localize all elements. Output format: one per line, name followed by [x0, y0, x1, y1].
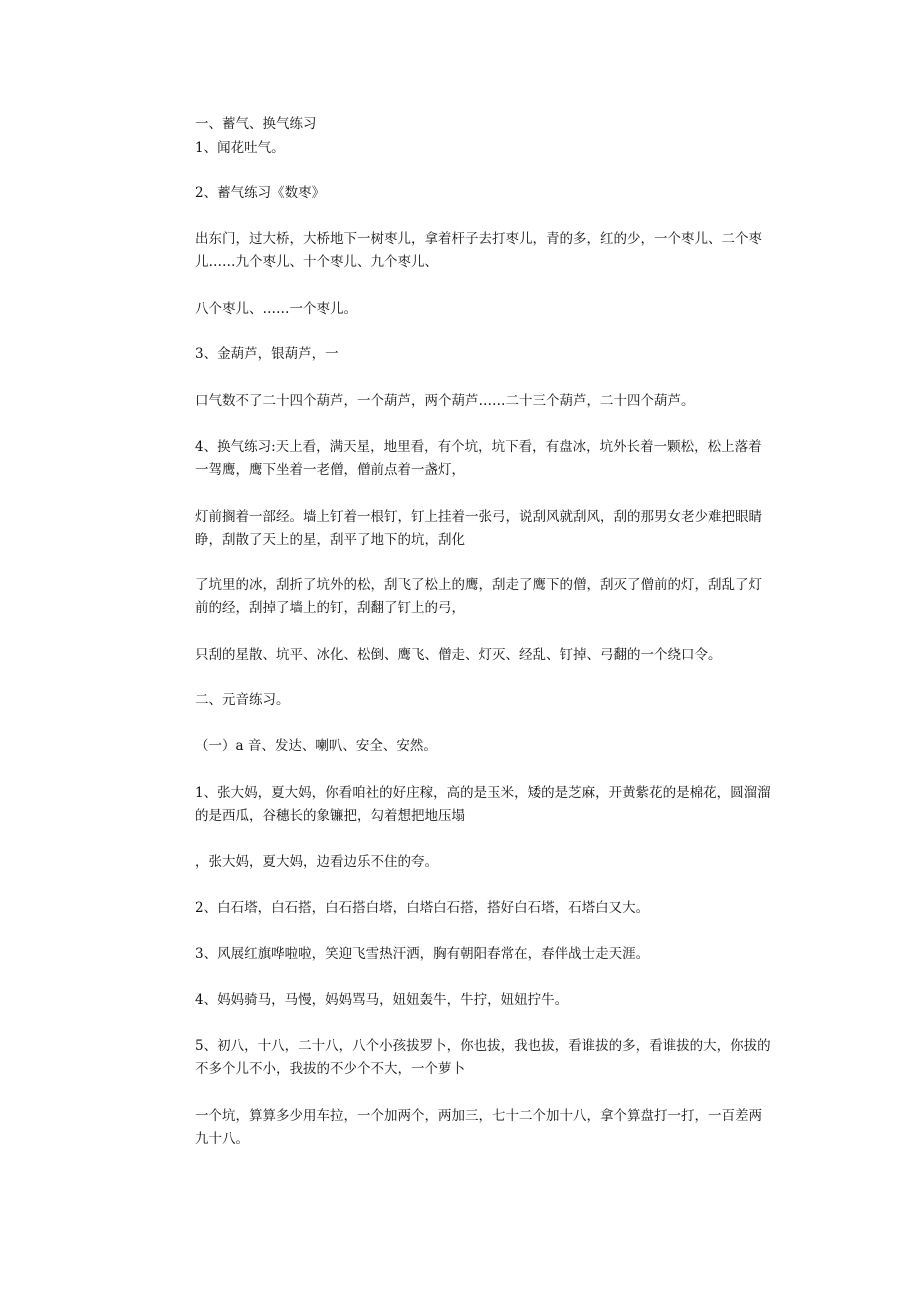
paragraph-text: 4、妈妈骑马，马慢，妈妈骂马，妞妞轰牛，牛拧，妞妞拧牛。 [195, 992, 569, 1008]
paragraph-item-1 [195, 137, 785, 160]
paragraph-wind-verse-1 [195, 506, 785, 552]
paragraph-line: 一个坑，算算多少用车拉，一个加两个，两加三，七十二个加十八，拿个算盘打一打，一百差两 [195, 1108, 762, 1124]
paragraph-line: 灯前搁着一部经。墙上钉着一根钉，钉上挂着一张弓，说刮风就刮风，刮的那男女老少难把眼睛 [195, 509, 762, 525]
heading-text: （一）a 音、发达、喇叭、安全、安然。 [195, 738, 437, 754]
paragraph-dates-verse-end [195, 298, 785, 321]
paragraph-item-2 [195, 182, 785, 205]
paragraph-line: 1、张大妈，夏大妈，你看咱社的好庄稼，高的是玉米，矮的是芝麻，开黄紫花的是棉花，圆溜溜 [195, 785, 771, 801]
paragraph-line: 九十八。 [195, 1131, 249, 1147]
paragraph-vowel-item-3 [195, 943, 785, 966]
paragraph-wind-verse-end [195, 644, 785, 667]
paragraph-vowel-item-4 [195, 989, 785, 1012]
paragraph-text: 3、金葫芦，银葫芦，一 [195, 346, 339, 362]
paragraph-item-4 [195, 436, 785, 482]
section-heading-vowels [195, 689, 785, 712]
paragraph-vowel-item-5-end [195, 1105, 785, 1151]
paragraph-line: 4、换气练习:天上看，满天星，地里看，有个坑，坑下看，有盘冰，坑外长着一颗松，松上落着 [195, 439, 762, 455]
paragraph-line: 的是西瓜，谷穗长的象镰把，勾着想把地压塌 [195, 808, 465, 824]
paragraph-gourd-verse [195, 390, 785, 413]
paragraph-item-3 [195, 343, 785, 366]
paragraph-vowel-item-2 [195, 897, 785, 920]
paragraph-line: 前的经，刮掉了墙上的钉，刮翻了钉上的弓， [195, 600, 465, 616]
paragraph-text: 只刮的星散、坑平、冰化、松倒、鹰飞、僧走、灯灭、经乱、钉掉、弓翻的一个绕口令。 [195, 647, 722, 663]
paragraph-line: 儿……九个枣儿、十个枣儿、九个枣儿、 [195, 254, 438, 270]
paragraph-line: 一驾鹰，鹰下坐着一老僧，僧前点着一盏灯， [195, 462, 465, 478]
paragraph-text: 2、白石塔，白石搭，白石搭白塔，白塔白石搭，搭好白石塔，石塔白又大。 [195, 900, 650, 916]
paragraph-wind-verse-2 [195, 574, 785, 620]
heading-text: 二、元音练习。 [195, 692, 290, 708]
paragraph-line: 5、初八，十八，二十八，八个小孩拔罗卜，你也拔，我也拔，看谁拔的多，看谁拔的大，你拔的 [195, 1038, 771, 1054]
paragraph-dates-verse [195, 228, 785, 274]
subsection-heading-a-sound [195, 735, 785, 758]
paragraph-vowel-item-1 [195, 782, 785, 828]
paragraph-text: 八个枣儿、……一个枣儿。 [195, 301, 357, 317]
paragraph-line: 睁，刮散了天上的星，刮平了地下的坑，刮化 [195, 532, 465, 548]
paragraph-text: 口气数不了二十四个葫芦，一个葫芦，两个葫芦……二十三个葫芦，二十四个葫芦。 [195, 393, 695, 409]
paragraph-vowel-item-5 [195, 1035, 785, 1081]
paragraph-text: 1、闻花吐气。 [195, 140, 285, 156]
paragraph-line: 不多个儿不小，我拔的不少个不大，一个萝卜 [195, 1061, 465, 1077]
paragraph-text: ，张大妈，夏大妈，边看边乐不住的夸。 [195, 854, 438, 870]
paragraph-text: 2、蓄气练习《数枣》 [195, 185, 326, 201]
section-heading-breathing [195, 113, 785, 136]
paragraph-vowel-item-1-end [195, 851, 785, 874]
paragraph-line: 出东门，过大桥，大桥地下一树枣儿，拿着杆子去打枣儿，青的多，红的少，一个枣儿、二个枣 [195, 231, 762, 247]
heading-text: 一、蓄气、换气练习 [195, 116, 317, 132]
paragraph-text: 3、风展红旗哗啦啦，笑迎飞雪热汗洒，胸有朝阳春常在，春伴战士走天涯。 [195, 946, 650, 962]
paragraph-line: 了坑里的冰，刮折了坑外的松，刮飞了松上的鹰，刮走了鹰下的僧，刮灭了僧前的灯，刮乱了灯 [195, 577, 762, 593]
